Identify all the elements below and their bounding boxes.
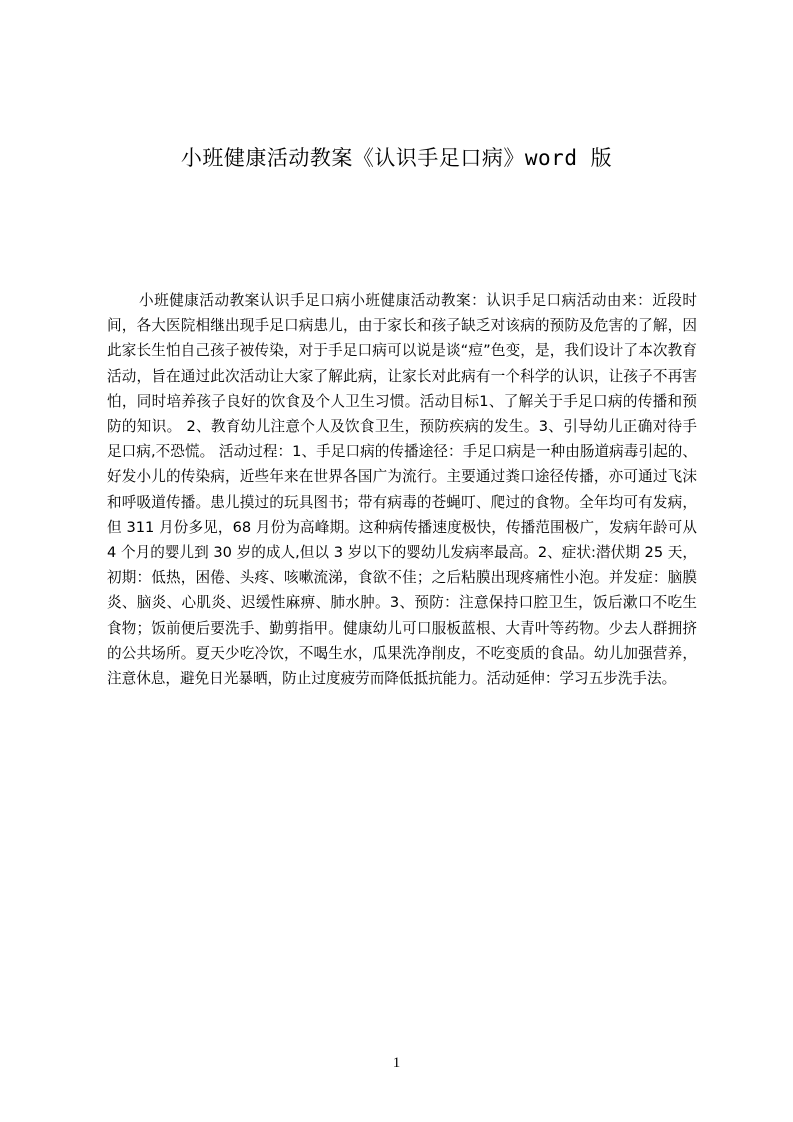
document-title: 小班健康活动教案《认识手足口病》word 版	[180, 146, 613, 170]
body-paragraph: 小班健康活动教案认识手足口病小班健康活动教案：认识手足口病活动由来：近段时间，各大医院相继出现手足口病患儿，由于家长和孩子缺乏对该病的预防及危害的了解，因此家长生怕自己孩子被传染，对于手足口病可以说是谈“痘”色变，是，我们设计了本次教育活动，旨在通过此次活动让大家了解此病，让家长对此病有一个科学的认识，让孩子不再害怕，同时培养孩子良好的饮食及个人卫生习惯。活动目标1、了解关于手足口病的传播和预防的知识。 2、教育幼儿注意个人及饮食卫生，预防疾病的发生。3、引导幼儿正确对待手足口病,不恐慌。 活动过程：1、手足口病的传播途径：手足口病是一种由肠道病毒引起的、好发小儿的传染病，近些年来在世界各国广为流行。主要通过粪口途径传播，亦可通过飞沫和呼吸道传播。患儿摸过的玩具图书；带有病毒的苍蝇叮、爬过的食物。全年均可有发病，但 311 月份多见，68 月份为高峰期。这种病传播速度极快，传播范围极广，发病年龄可从 4 个月的婴儿到 30 岁的成人,但以 3 岁以下的婴幼儿发病率最高。2、症状:潜伏期 25 天，初期：低热，困倦、头疼、咳嗽流涕，食欲不佳；之后粘膜出现疼痛性小泡。并发症：脑膜炎、脑炎、心肌炎、迟缓性麻痹、肺水肿。3、预防：注意保持口腔卫生，饭后漱口不吃生食物；饭前便后要洗手、勤剪指甲。健康幼儿可口服板蓝根、大青叶等药物。少去人群拥挤的公共场所。夏天少吃冷饮，不喝生水，瓜果洗净削皮，不吃变质的食品。幼儿加强营养，注意休息，避免日光暴晒，防止过度疲劳而降低抵抗能力。活动延伸：学习五步洗手法。	[107, 292, 697, 688]
page-number: 1	[392, 1055, 401, 1071]
